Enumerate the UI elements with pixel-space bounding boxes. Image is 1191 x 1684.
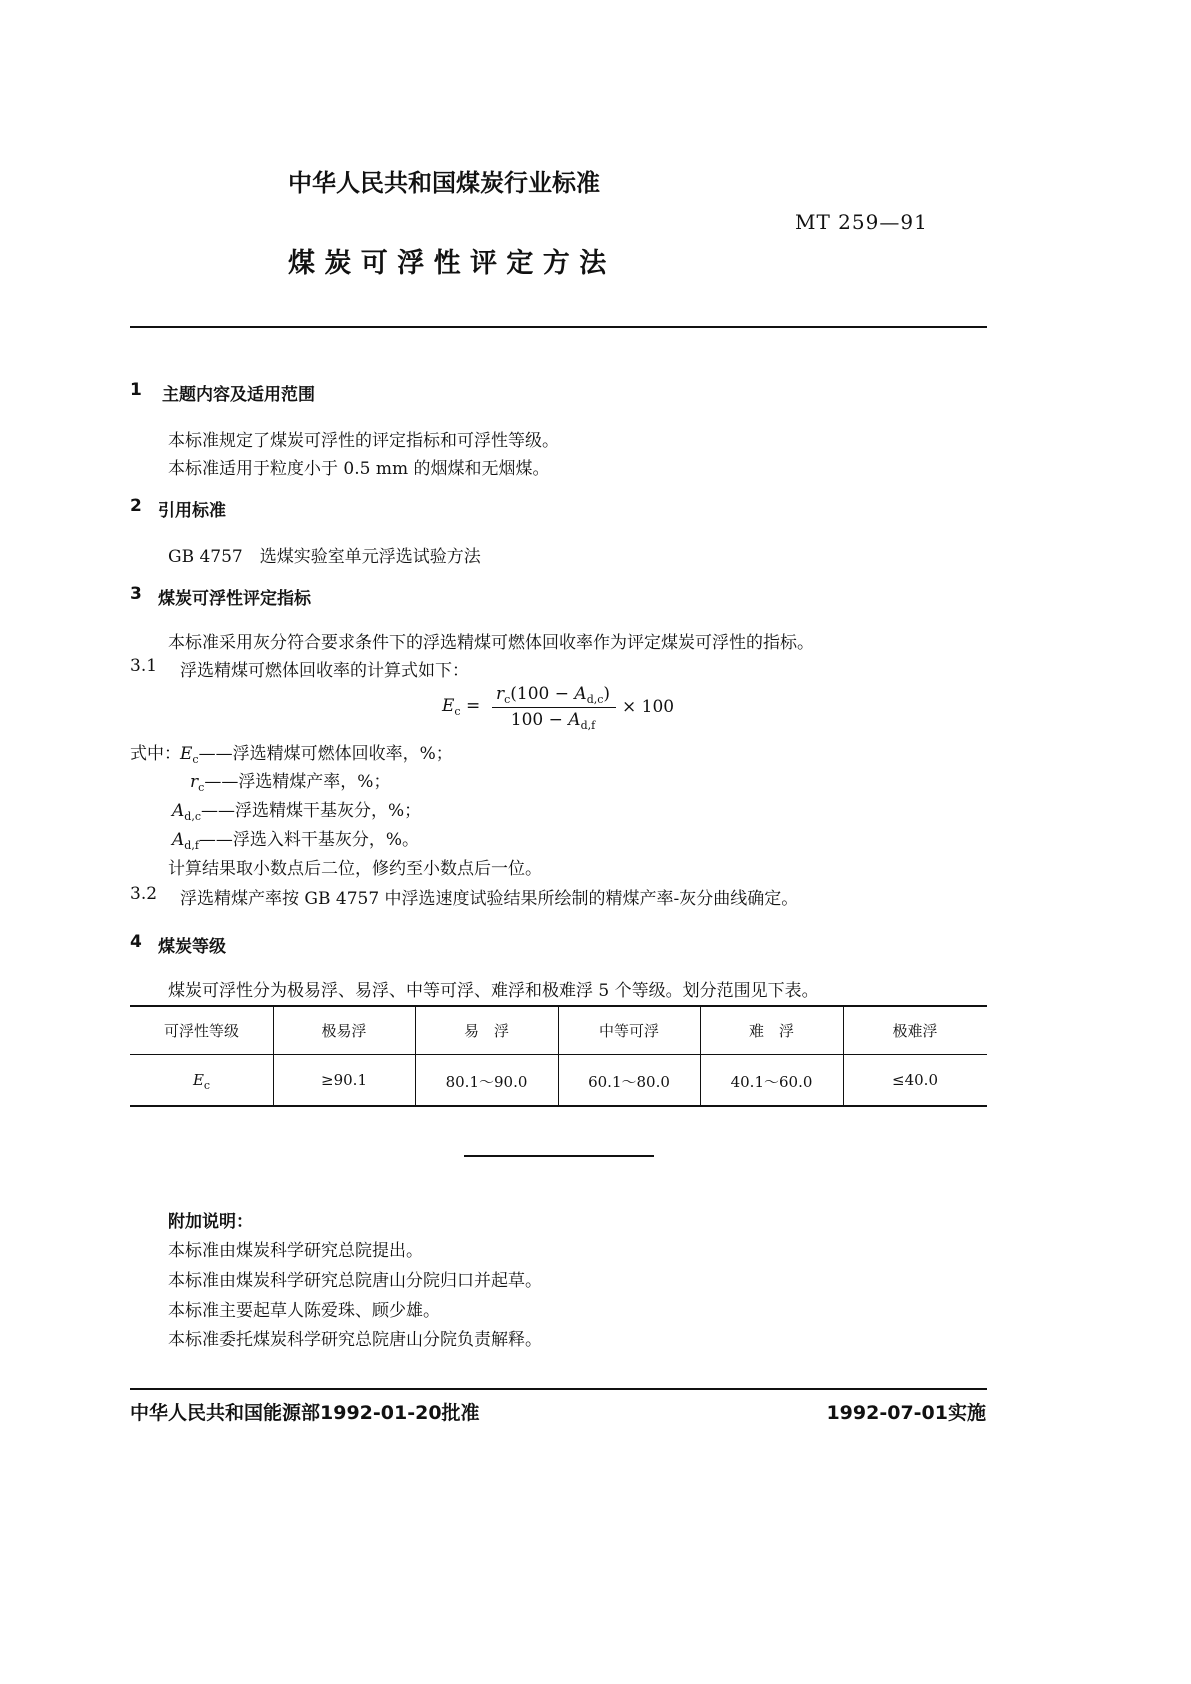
formula-numerator [490, 684, 616, 706]
section-4-number: 4 [130, 932, 142, 952]
approval-line: 中华人民共和国能源部1992-01-20批准 [130, 1402, 480, 1424]
table-cell-very-difficult: ≤40.0 [892, 1071, 938, 1089]
notes-title: 附加说明： [168, 1212, 253, 1232]
numerator-a: A [574, 684, 587, 704]
notes-line: 本标准主要起草人陈爱珠、顾少雄。 [168, 1301, 440, 1321]
issuing-org: 中华人民共和国煤炭行业标准 [288, 169, 600, 197]
definition-text: ——浮选精煤产率，%； [204, 772, 391, 792]
section-2-title: 引用标准 [158, 501, 226, 521]
denominator-a-sub: d,f [580, 719, 596, 732]
definition-sub: d,f [184, 839, 199, 852]
definition-text: ——浮选精煤可燃体回收率，%； [198, 744, 453, 764]
table-cell-difficult: 40.1～60.0 [730, 1073, 813, 1091]
definition-adc [172, 796, 421, 823]
where-label: 式中： [130, 744, 181, 764]
numerator-a-sub: d,c [586, 693, 604, 706]
numerator-r-sub: c [504, 693, 511, 706]
formula-multiplier: × 100 [622, 697, 675, 717]
footer-rule [130, 1388, 987, 1390]
numerator-r: r [495, 684, 505, 704]
calculation-note: 计算结果取小数点后二位，修约至小数点后一位。 [168, 859, 542, 879]
notes-line: 本标准由煤炭科学研究总院唐山分院归口并起草。 [168, 1271, 542, 1291]
section-3-2-number: 3.2 [130, 884, 158, 904]
numerator-paren: (100 − [510, 684, 575, 704]
section-3-1-number: 3.1 [130, 656, 158, 676]
table-cell-medium: 60.1～80.0 [588, 1073, 670, 1091]
document-title: 煤 炭 可 浮 性 评 定 方 法 [288, 248, 607, 279]
table-header-difficult: 难 浮 [748, 1022, 794, 1040]
definition-symbol: r [190, 772, 199, 792]
table-header-easy: 易 浮 [463, 1022, 509, 1040]
notes-line: 本标准由煤炭科学研究总院提出。 [168, 1241, 423, 1261]
definition-rc [190, 767, 390, 794]
numerator-close: ) [603, 684, 611, 704]
section-3-paragraph: 本标准采用灰分符合要求条件下的浮选精煤可燃体回收率作为评定煤炭可浮性的指标。 [168, 633, 814, 653]
table-header-very-easy: 极易浮 [321, 1022, 367, 1040]
definition-symbol: A [172, 830, 185, 850]
section-1-paragraph-2: 本标准适用于粒度小于 0.5 mm 的烟煤和无烟煤。 [168, 459, 550, 479]
denominator-pre: 100 − [510, 710, 569, 730]
standard-code: MT 259—91 [795, 210, 928, 234]
formula-equals: = [466, 696, 481, 716]
section-4-title: 煤炭等级 [158, 937, 226, 957]
section-3-1-text: 浮选精煤可燃体回收率的计算式如下： [180, 661, 469, 681]
table-header-medium: 中等可浮 [598, 1022, 659, 1040]
definition-text: ——浮选精煤干基灰分，%； [200, 801, 422, 821]
table-cell-easy: 80.1～90.0 [445, 1073, 528, 1091]
row-label-symbol: E [192, 1071, 204, 1089]
notes-line: 本标准委托煤炭科学研究总院唐山分院负责解释。 [168, 1330, 542, 1350]
table-header-grade: 可浮性等级 [163, 1022, 239, 1040]
implementation-date: 1992-07-01实施 [826, 1402, 986, 1424]
definition-sub: c [198, 781, 205, 794]
definition-sub: c [192, 753, 199, 766]
section-1-paragraph-1: 本标准规定了煤炭可浮性的评定指标和可浮性等级。 [168, 431, 559, 451]
definition-ec [180, 739, 453, 766]
table-row-label [130, 1071, 273, 1092]
definition-symbol: E [180, 744, 193, 764]
formula-lhs-symbol: E [442, 696, 455, 716]
section-1-number: 1 [130, 380, 142, 400]
fraction-bar [492, 707, 616, 708]
formula-lhs-sub: c [454, 705, 461, 718]
header-rule [130, 326, 987, 328]
section-1-title: 主题内容及适用范围 [162, 385, 315, 405]
definition-text: ——浮选入料干基灰分，%。 [198, 830, 420, 850]
section-3-2-text: 浮选精煤产率按 GB 4757 中浮选速度试验结果所绘制的精煤产率-灰分曲线确定。 [180, 889, 799, 909]
formula-denominator [490, 710, 616, 732]
table-header-very-difficult: 极难浮 [892, 1022, 938, 1040]
section-3-number: 3 [130, 584, 142, 604]
table-cell-very-easy: ≥90.1 [321, 1071, 367, 1089]
formula-lhs [442, 696, 480, 718]
section-2-reference: GB 4757 选煤实验室单元浮选试验方法 [168, 547, 481, 567]
denominator-a: A [568, 710, 581, 730]
section-4-paragraph: 煤炭可浮性分为极易浮、易浮、中等可浮、难浮和极难浮 5 个等级。划分范围见下表。 [168, 981, 819, 1001]
row-label-sub: c [203, 1079, 211, 1092]
definition-symbol: A [172, 801, 185, 821]
section-2-number: 2 [130, 496, 142, 516]
section-3-title: 煤炭可浮性评定指标 [158, 589, 311, 609]
end-of-text-rule [464, 1155, 654, 1157]
definition-sub: d,c [184, 810, 201, 823]
definition-adf [172, 825, 419, 852]
